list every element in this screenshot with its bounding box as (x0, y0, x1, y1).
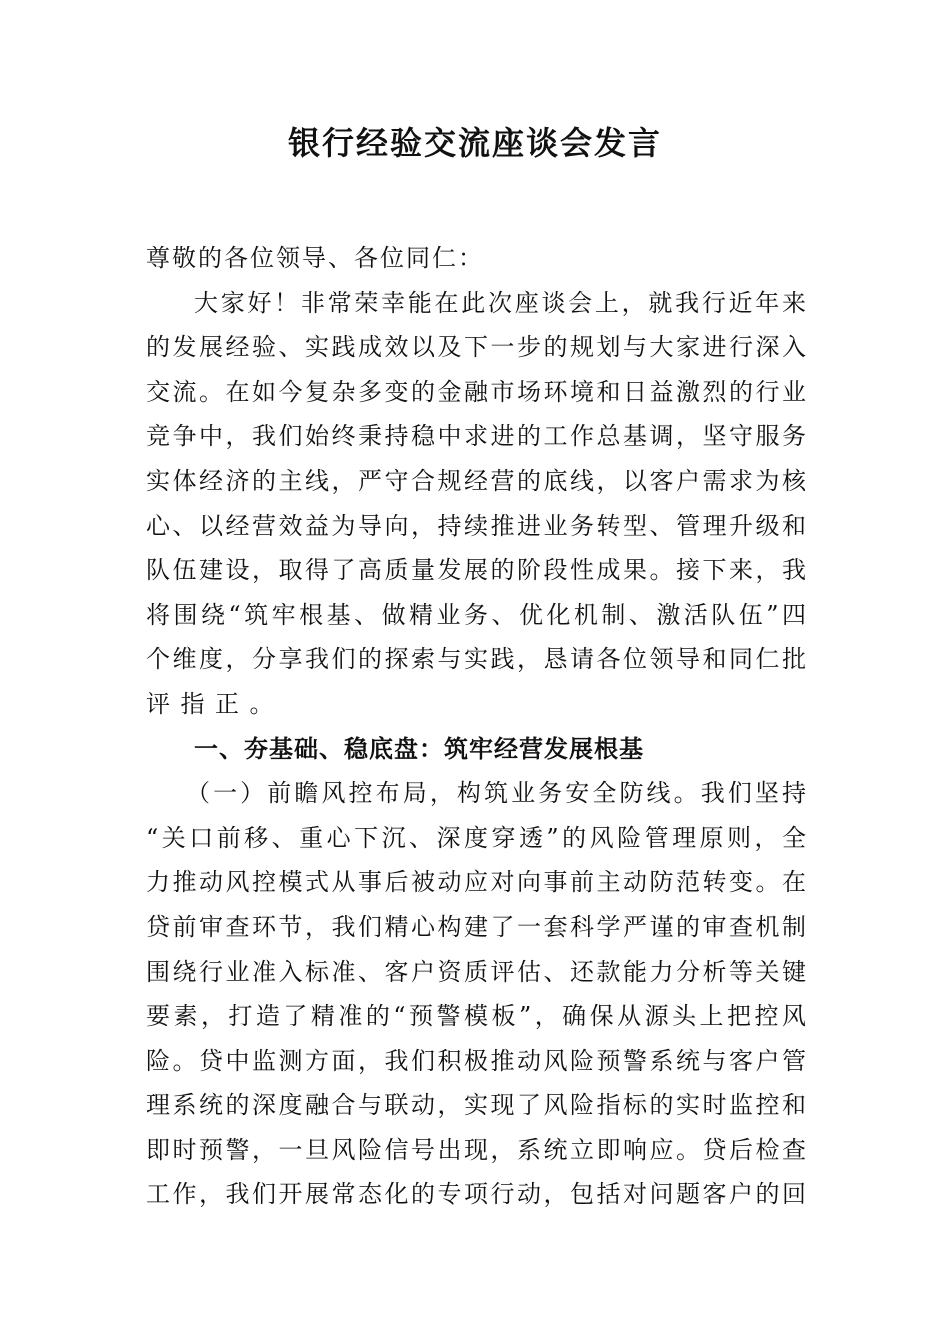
paragraph-line: 评指正。 (146, 689, 284, 718)
section-paragraph (146, 771, 806, 1217)
paragraph-line: 大家好！非常荣幸能在此次座谈会上，就我行近年来 (194, 288, 806, 317)
document-title: 银行经验交流座谈会发言 (287, 124, 662, 162)
paragraph-line: 力推动风控模式从事后被动应对向事前主动防范转变。在 (146, 868, 806, 897)
paragraph-line: 实体经济的主线，严守合规经营的底线，以客户需求为核 (146, 466, 806, 495)
paragraph-line: 围绕行业准入标准、客户资质评估、还款能力分析等关键 (146, 957, 806, 986)
section-heading: 一、夯基础、稳底盘：筑牢经营发展根基 (194, 734, 644, 763)
paragraph-line: 的发展经验、实践成效以及下一步的规划与大家进行深入 (146, 333, 806, 362)
paragraph-line: （一）前瞻风控布局，构筑业务安全防线。我们坚持 (186, 779, 806, 808)
paragraph-line: 个维度，分享我们的探索与实践，恳请各位领导和同仁批 (146, 645, 806, 674)
paragraph-line: 竞争中，我们始终秉持稳中求进的工作总基调，坚守服务 (146, 422, 806, 451)
paragraph-line: 将围绕“筑牢根基、做精业务、优化机制、激活队伍”四 (146, 600, 806, 629)
paragraph-line: 即时预警，一旦风险信号出现，系统立即响应。贷后检查 (146, 1135, 806, 1164)
paragraph-line: 交流。在如今复杂多变的金融市场环境和日益激烈的行业 (146, 377, 806, 406)
paragraph-line: 队伍建设，取得了高质量发展的阶段性成果。接下来，我 (146, 556, 806, 585)
salutation: 尊敬的各位领导、各位同仁： (146, 244, 484, 272)
paragraph-line: 贷前审查环节，我们精心构建了一套科学严谨的审查机制 (146, 912, 806, 941)
paragraph-line: 要素，打造了精准的“预警模板”，确保从源头上把控风 (146, 1002, 806, 1031)
intro-paragraph (146, 281, 806, 727)
paragraph-line: 理系统的深度融合与联动，实现了风险指标的实时监控和 (146, 1091, 806, 1120)
paragraph-line: 心、以经营效益为导向，持续推进业务转型、管理升级和 (146, 511, 806, 540)
paragraph-line: 险。贷中监测方面，我们积极推动风险预警系统与客户管 (146, 1046, 806, 1075)
paragraph-line: “关口前移、重心下沉、深度穿透”的风险管理原则，全 (146, 823, 806, 852)
document-body (146, 236, 806, 1217)
paragraph-line: 工作，我们开展常态化的专项行动，包括对问题客户的回 (146, 1180, 806, 1209)
